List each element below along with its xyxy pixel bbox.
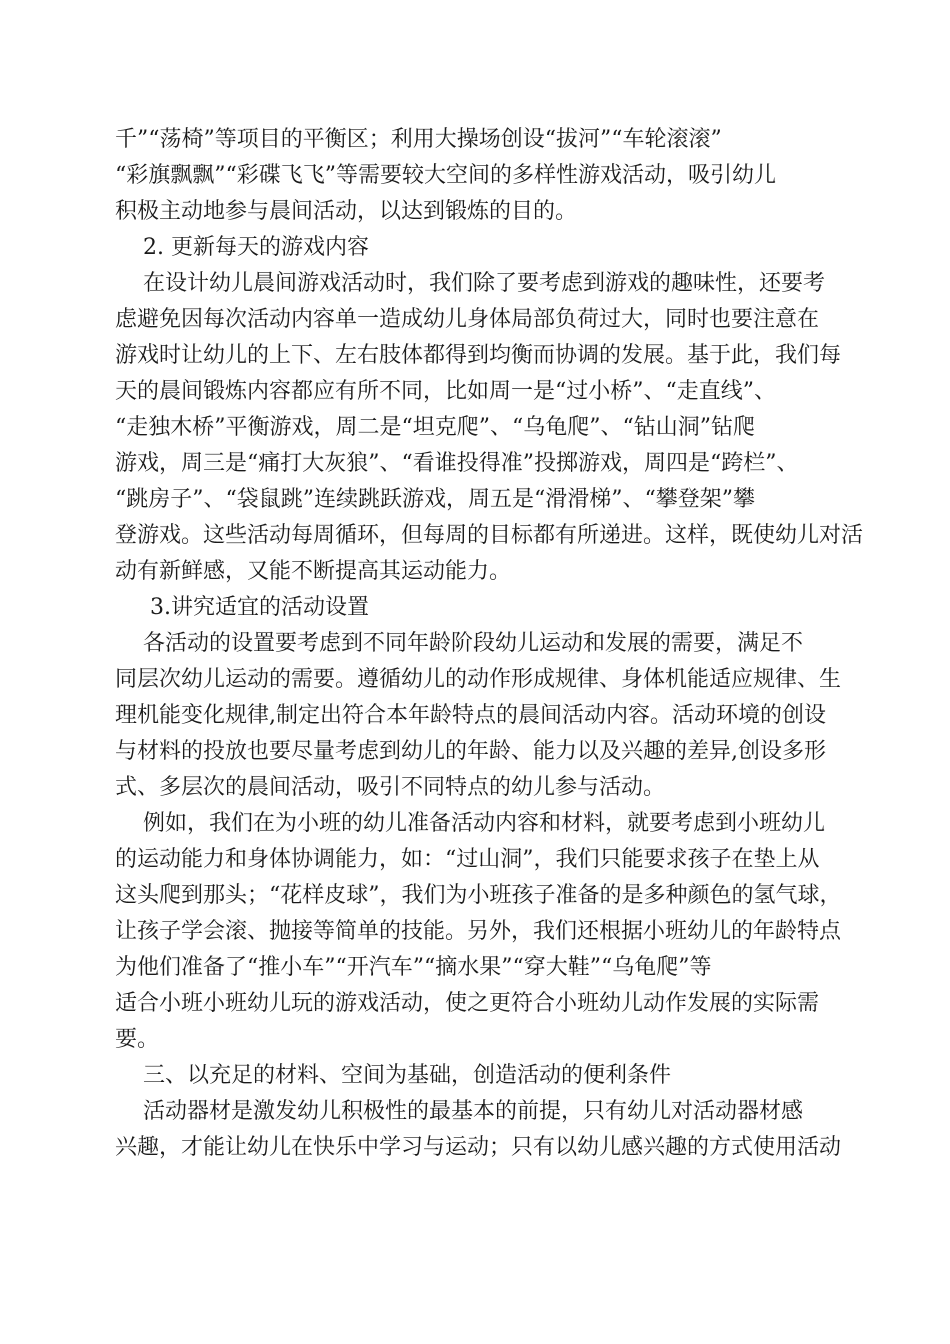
text-line: 天的晨间锻炼内容都应有所不同，比如周一是“过小桥”、“走直线”、 xyxy=(115,379,776,404)
text-line: “彩旗飘飘”“彩碟飞飞”等需要较大空间的多样性游戏活动，吸引幼儿 xyxy=(115,163,776,188)
text-line: 登游戏。这些活动每周循环，但每周的目标都有所递进。这样，既使幼儿对活 xyxy=(115,523,864,548)
text-line: 活动器材是激发幼儿积极性的最基本的前提，只有幼儿对活动器材感 xyxy=(115,1099,803,1124)
text-line: 千”“荡椅”等项目的平衡区；利用大操场创设“拔河”“车轮滚滚” xyxy=(115,127,722,152)
text-line: 为他们准备了“推小车”“开汽车”“摘水果”“穿大鞋”“乌龟爬”等 xyxy=(115,955,712,980)
text-line: 游戏，周三是“痛打大灰狼”、“看谁投得准”投掷游戏，周四是“跨栏”、 xyxy=(115,451,799,476)
text-line: 在设计幼儿晨间游戏活动时，我们除了要考虑到游戏的趣味性，还要考 xyxy=(115,271,825,296)
text-line: 与材料的投放也要尽量考虑到幼儿的年龄、能力以及兴趣的差异,创设多形 xyxy=(115,739,826,764)
text-line: 游戏时让幼儿的上下、左右肢体都得到均衡而协调的发展。基于此，我们每 xyxy=(115,343,842,368)
text-line: 的运动能力和身体协调能力，如：“过山洞”，我们只能要求孩子在垫上从 xyxy=(115,847,820,872)
text-line: “走独木桥”平衡游戏，周二是“坦克爬”、“乌龟爬”、“钻山洞”钻爬 xyxy=(115,415,755,440)
text-line: 这头爬到那头；“花样皮球”，我们为小班孩子准备的是多种颜色的氢气球， xyxy=(115,883,842,908)
text-line: 让孩子学会滚、抛接等简单的技能。另外，我们还根据小班幼儿的年龄特点 xyxy=(115,919,842,944)
section-heading: 3.讲究适宜的活动设置 xyxy=(115,595,369,620)
text-line: 例如，我们在为小班的幼儿准备活动内容和材料，就要考虑到小班幼儿 xyxy=(115,811,825,836)
text-line: 要。 xyxy=(115,1027,160,1052)
text-line: 积极主动地参与晨间活动，以达到锻炼的目的。 xyxy=(115,199,578,224)
text-line: 式、多层次的晨间活动，吸引不同特点的幼儿参与活动。 xyxy=(115,775,666,800)
text-line: 兴趣，才能让幼儿在快乐中学习与运动；只有以幼儿感兴趣的方式使用活动 xyxy=(115,1135,842,1160)
text-line: 虑避免因每次活动内容单一造成幼儿身体局部负荷过大，同时也要注意在 xyxy=(115,307,820,332)
text-line: 动有新鲜感，又能不断提高其运动能力。 xyxy=(115,559,512,584)
section-heading: 2. 更新每天的游戏内容 xyxy=(115,235,369,260)
text-line: 同层次幼儿运动的需要。遵循幼儿的动作形成规律、身体机能适应规律、生 xyxy=(115,667,842,692)
text-line: 各活动的设置要考虑到不同年龄阶段幼儿运动和发展的需要，满足不 xyxy=(115,631,803,656)
text-line: “跳房子”、“袋鼠跳”连续跳跃游戏，周五是“滑滑梯”、“攀登架”攀 xyxy=(115,487,755,512)
text-line: 适合小班小班幼儿玩的游戏活动，使之更符合小班幼儿动作发展的实际需 xyxy=(115,991,820,1016)
text-line: 理机能变化规律,制定出符合本年龄特点的晨间活动内容。活动环境的创设 xyxy=(115,703,826,728)
section-heading: 三、以充足的材料、空间为基础，创造活动的便利条件 xyxy=(115,1063,671,1088)
